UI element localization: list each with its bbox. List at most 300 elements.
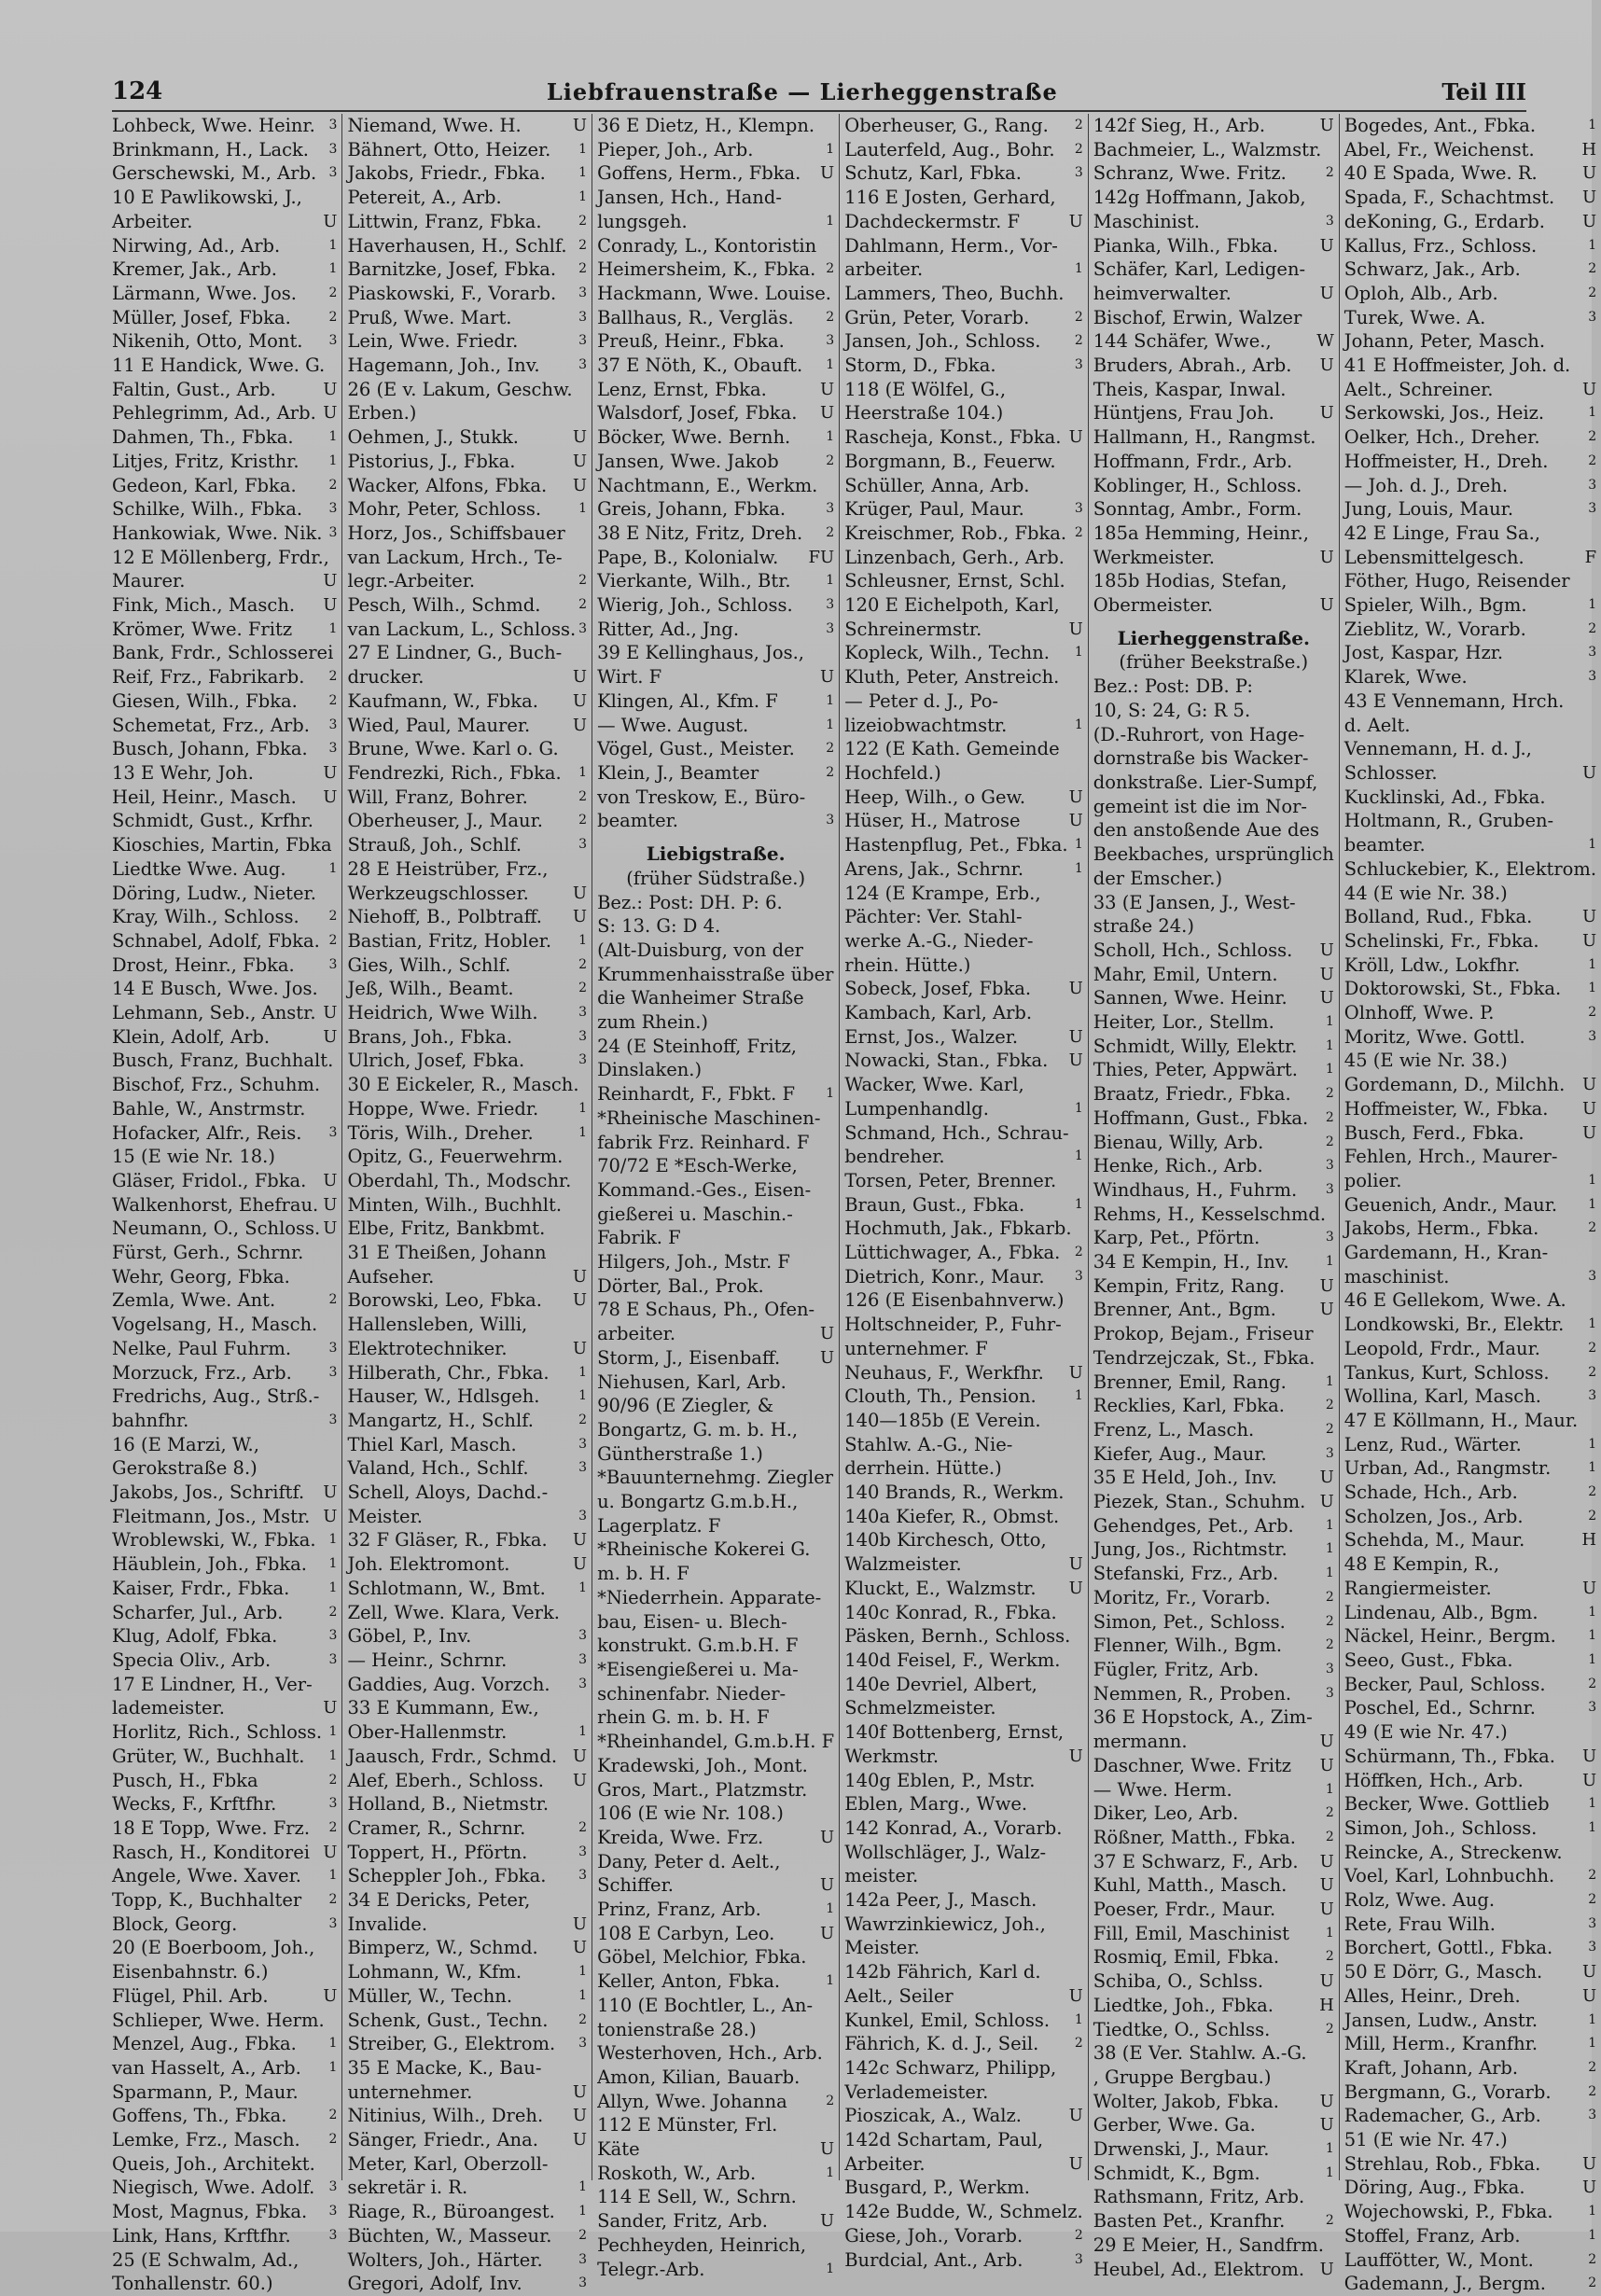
- directory-entry: [844, 2056, 1083, 2080]
- entry-text: — Joh. d. J., Dreh.: [1343, 474, 1509, 496]
- entry-text: Fredrichs, Aug., Strß.-: [112, 1385, 320, 1408]
- entry-text: Hilgers, Joh., Mstr. F: [597, 1251, 790, 1273]
- entry-text: Töris, Wilh., Dreher.: [347, 1121, 534, 1144]
- floor-marker: 3: [1074, 1268, 1083, 1284]
- floor-marker: U: [1319, 283, 1334, 303]
- directory-entry: [597, 809, 834, 833]
- floor-marker: 1: [1588, 2011, 1597, 2027]
- directory-entry: [347, 1193, 587, 1218]
- directory-entry: [597, 1226, 834, 1250]
- directory-entry: [112, 2272, 337, 2296]
- entry-text: Walsdorf, Josef, Fbka.: [597, 402, 798, 424]
- entry-text: Haverhausen, H., Schlf.: [347, 234, 567, 257]
- entry-text: Schäfer, Karl, Ledigen-: [1093, 258, 1306, 281]
- entry-text: 34 E Kempin, H., Inv.: [1093, 1251, 1289, 1273]
- directory-entry: [112, 1984, 337, 2009]
- entry-text: S: 13. G: D 4.: [597, 915, 721, 938]
- entry-text: 16 (E Marzi, W.,: [112, 1433, 259, 1455]
- floor-marker: 1: [1325, 1014, 1334, 1030]
- entry-text: 140b Kirchesch, Otto,: [844, 1529, 1047, 1552]
- entry-text: 45 (E wie Nr. 38.): [1343, 1050, 1508, 1072]
- directory-entry: [347, 1241, 587, 1265]
- directory-entry: [844, 2032, 1083, 2056]
- floor-marker: 2: [826, 764, 835, 780]
- directory-entry: [1344, 161, 1596, 186]
- directory-entry: [1093, 257, 1334, 282]
- floor-marker: U: [820, 2139, 835, 2160]
- floor-marker: 2: [1325, 1949, 1334, 1965]
- floor-marker: U: [1319, 1755, 1334, 1775]
- floor-marker: 3: [578, 837, 588, 853]
- directory-entry: [1093, 1802, 1334, 1826]
- directory-entry: [597, 1873, 834, 1898]
- directory-entry: [597, 522, 834, 546]
- entry-text: Giesen, Wilh., Fbka.: [112, 689, 298, 712]
- entry-text: Kucklinski, Ad., Fbka.: [1343, 786, 1546, 808]
- floor-marker: U: [1581, 1098, 1597, 1119]
- directory-entry: [112, 882, 337, 906]
- directory-entry: [112, 1217, 337, 1241]
- directory-entry: [844, 1936, 1083, 1960]
- directory-entry: [347, 689, 587, 714]
- entry-text: Lenz, Rud., Wärter.: [1343, 1433, 1522, 1455]
- floor-marker: H: [1581, 139, 1597, 160]
- directory-entry: [347, 497, 587, 522]
- entry-text: 112 E Münster, Frl.: [597, 2114, 778, 2136]
- entry-text: Riage, R., Büroangest.: [347, 2201, 555, 2223]
- directory-entry: [112, 234, 337, 258]
- entry-text: 116 E Josten, Gerhard,: [844, 187, 1056, 209]
- entry-text: Böcker, Wwe. Bernh.: [597, 426, 791, 449]
- directory-entry: [1093, 2090, 1334, 2114]
- directory-entry: [844, 497, 1083, 522]
- floor-marker: U: [572, 427, 588, 448]
- entry-text: 41 E Hoffmeister, Joh. d.: [1343, 355, 1571, 377]
- directory-entry: [1344, 1936, 1596, 1960]
- directory-entry: [347, 905, 587, 929]
- entry-text: Wolter, Jakob, Fbka.: [1093, 2090, 1279, 2112]
- entry-text: Clouth, Th., Pension.: [844, 1385, 1037, 1408]
- directory-entry: [347, 161, 587, 186]
- directory-entry: [844, 234, 1083, 258]
- directory-entry: [347, 929, 587, 953]
- floor-marker: 2: [1325, 165, 1334, 181]
- directory-entry: [112, 1888, 337, 1913]
- entry-text: 27 E Lindner, G., Buch-: [347, 642, 563, 664]
- directory-entry: [112, 1145, 337, 1169]
- entry-text: Vögel, Gust., Meister.: [597, 738, 795, 760]
- entry-text: Walkenhorst, Ehefrau.: [112, 1193, 319, 1216]
- entry-text: Turek, Wwe. A.: [1343, 306, 1486, 328]
- entry-text: Mahr, Emil, Untern.: [1093, 963, 1278, 985]
- floor-marker: 2: [1074, 2036, 1083, 2052]
- floor-marker: 2: [328, 309, 338, 325]
- directory-entry: [1093, 1346, 1334, 1371]
- floor-marker: 1: [328, 1747, 338, 1763]
- entry-text: 50 E Dörr, G., Masch.: [1343, 1961, 1543, 1983]
- entry-text: Nikenih, Otto, Mont.: [112, 330, 303, 353]
- directory-entry: [347, 2128, 587, 2152]
- directory-entry: [347, 1217, 587, 1241]
- entry-text: Schlotmann, W., Bmt.: [347, 1577, 546, 1599]
- entry-text: Littwin, Franz, Fbka.: [347, 210, 542, 232]
- entry-text: Arbeiter.: [112, 210, 193, 232]
- entry-text: der Emscher.): [1093, 867, 1223, 889]
- directory-entry: [1093, 474, 1334, 498]
- entry-text: Gademann, J., Bergm.: [1343, 2273, 1546, 2295]
- entry-text: Neumann, O., Schloss.: [112, 1218, 321, 1240]
- floor-marker: 3: [1588, 1915, 1597, 1931]
- entry-text: unternehmer. F: [844, 1337, 988, 1359]
- entry-text: Schade, Hch., Arb.: [1343, 1482, 1518, 1504]
- directory-entry: [1344, 234, 1596, 258]
- directory-entry: [1093, 699, 1334, 723]
- entry-text: 47 E Köllmann, H., Maur.: [1343, 1409, 1579, 1431]
- floor-marker: 3: [1588, 645, 1597, 661]
- directory-entry: [844, 1913, 1083, 1937]
- floor-marker: 1: [1325, 1254, 1334, 1270]
- directory-entry: [347, 2009, 587, 2033]
- floor-marker: U: [323, 211, 338, 231]
- floor-marker: U: [572, 116, 588, 135]
- entry-text: Schleusner, Ernst, Schl.: [844, 570, 1065, 592]
- directory-entry: [1093, 1418, 1334, 1442]
- floor-marker: 3: [578, 285, 588, 300]
- directory-entry: [597, 2066, 834, 2090]
- entry-text: 142c Schwarz, Philipp,: [844, 2056, 1057, 2079]
- directory-entry: [844, 329, 1083, 354]
- floor-marker: 2: [1325, 1086, 1334, 1102]
- floor-marker: 2: [826, 452, 835, 468]
- floor-marker: U: [1319, 1899, 1334, 1920]
- floor-marker: 2: [1325, 2213, 1334, 2229]
- directory-entry: [1093, 2113, 1334, 2137]
- entry-text: Kluth, Peter, Anstreich.: [844, 666, 1060, 689]
- directory-entry: [1344, 1792, 1596, 1816]
- entry-text: 17 E Lindner, H., Ver-: [112, 1673, 313, 1695]
- directory-entry: [844, 1481, 1083, 1505]
- floor-marker: 1: [578, 1724, 588, 1740]
- directory-entry: [597, 2041, 834, 2066]
- directory-entry: [844, 1841, 1083, 1865]
- entry-text: Rosmiq, Emil, Fbka.: [1093, 1946, 1280, 1969]
- directory-entry: [112, 1816, 337, 1841]
- floor-marker: 1: [826, 1086, 835, 1102]
- floor-marker: U: [323, 1842, 338, 1862]
- directory-entry: [844, 2009, 1083, 2033]
- entry-text: Nachtmann, E., Werkm.: [597, 474, 818, 496]
- entry-text: Brinkmann, H., Lack.: [112, 138, 310, 160]
- entry-text: zum Rhein.): [597, 1011, 708, 1034]
- directory-entry: [597, 2233, 834, 2258]
- directory-entry: [347, 1337, 587, 1361]
- floor-marker: 2: [1588, 1484, 1597, 1500]
- entry-text: Lohmann, W., Kfm.: [347, 1961, 522, 1983]
- entry-text: Bischof, Erwin, Walzer: [1093, 306, 1302, 328]
- directory-entry: [347, 1073, 587, 1097]
- directory-entry: [347, 186, 587, 210]
- entry-text: Abel, Fr., Weichenst.: [1343, 138, 1535, 160]
- directory-entry: [1344, 522, 1596, 546]
- entry-text: Opitz, G., Feuerwehrm.: [347, 1146, 564, 1168]
- directory-entry: [347, 1649, 587, 1673]
- entry-text: Fabrik. F: [597, 1227, 681, 1249]
- floor-marker: 1: [578, 764, 588, 780]
- directory-entry: [112, 210, 337, 234]
- directory-entry: [844, 1792, 1083, 1816]
- directory-entry: [1344, 546, 1596, 570]
- entry-text: Rathsmann, Fritz, Arb.: [1093, 2186, 1305, 2208]
- directory-entry: [597, 786, 834, 810]
- directory-entry: [112, 737, 337, 761]
- entry-text: 142 Konrad, A., Vorarb.: [844, 1816, 1063, 1839]
- directory-entry: [112, 1169, 337, 1193]
- entry-text: Aufseher.: [347, 1265, 435, 1287]
- entry-text: Telegr.-Arb.: [597, 2258, 705, 2280]
- directory-entry: [844, 786, 1083, 810]
- entry-text: Alles, Heinr., Dreh.: [1343, 1984, 1521, 2007]
- entry-text: Jost, Kaspar, Hzr.: [1343, 642, 1504, 664]
- directory-entry: [844, 857, 1083, 882]
- entry-text: heimverwalter.: [1093, 282, 1232, 304]
- entry-text: Toppert, H., Pförtn.: [347, 1841, 528, 1863]
- floor-marker: 1: [578, 1100, 588, 1116]
- entry-text: Rehms, H., Kesselschmd.: [1093, 1203, 1327, 1225]
- entry-text: Päsken, Bernh., Schloss.: [844, 1625, 1071, 1648]
- directory-entry: [1344, 1720, 1596, 1745]
- street-range-title: Liebfrauenstraße — Lierheggenstraße: [546, 77, 1058, 105]
- directory-entry: [347, 809, 587, 833]
- entry-text: Obermeister.: [1093, 594, 1214, 617]
- entry-text: Fleitmann, Jos., Mstr.: [112, 1505, 311, 1527]
- entry-text: 37 E Schwarz, F., Arb.: [1093, 1850, 1299, 1872]
- entry-text: Kreida, Wwe. Frz.: [597, 1826, 764, 1848]
- directory-entry: [1344, 1049, 1596, 1073]
- directory-entry: [112, 1073, 337, 1097]
- directory-entry: [1093, 593, 1334, 618]
- directory-entry: [844, 809, 1083, 833]
- floor-marker: 3: [1588, 1028, 1597, 1044]
- entry-text: Gregori, Adolf, Inv.: [347, 2273, 522, 2295]
- floor-marker: 2: [1588, 1340, 1597, 1356]
- directory-entry: [844, 1528, 1083, 1552]
- floor-marker: 3: [826, 597, 835, 613]
- directory-entry: [1093, 161, 1334, 186]
- floor-marker: U: [323, 1170, 338, 1190]
- entry-text: 120 E Eichelpoth, Karl,: [844, 594, 1060, 617]
- floor-marker: 3: [578, 1052, 588, 1068]
- entry-text: Becker, Wwe. Gottlieb: [1343, 1793, 1550, 1816]
- entry-text: drucker.: [347, 666, 425, 689]
- entry-text: Braatz, Friedr., Fbka.: [1093, 1083, 1291, 1106]
- directory-entry: [112, 1337, 337, 1361]
- entry-text: Mangartz, H., Schlf.: [347, 1409, 534, 1431]
- directory-entry: [1093, 746, 1334, 771]
- directory-entry: [347, 546, 587, 570]
- directory-entry: [1093, 546, 1334, 570]
- floor-marker: 3: [578, 1844, 588, 1859]
- floor-marker: U: [1068, 2106, 1083, 2126]
- directory-entry: [1344, 1385, 1596, 1409]
- floor-marker: U: [1581, 1578, 1597, 1598]
- entry-text: Bergmann, G., Vorarb.: [1343, 2080, 1552, 2103]
- floor-marker: W: [1316, 331, 1334, 352]
- entry-text: Torsen, Peter, Brenner.: [844, 1169, 1057, 1191]
- entry-text: Büchten, W., Masseur.: [347, 2224, 552, 2247]
- directory-entry: [597, 2209, 834, 2233]
- entry-text: Kröll, Ldw., Lokfhr.: [1343, 953, 1521, 976]
- entry-text: Mill, Herm., Kranfhr.: [1343, 2033, 1538, 2055]
- directory-entry: [844, 977, 1083, 1001]
- directory-entry: [1093, 378, 1334, 402]
- entry-text: Krüger, Paul, Maur.: [844, 498, 1024, 521]
- entry-text: Roskoth, W., Arb.: [597, 2162, 757, 2184]
- directory-entry: [844, 1337, 1083, 1361]
- directory-entry: [844, 1888, 1083, 1913]
- entry-text: Frenz, L., Masch.: [1093, 1418, 1255, 1440]
- floor-marker: 2: [1588, 1676, 1597, 1691]
- entry-text: Will, Franz, Bohrer.: [347, 786, 528, 808]
- entry-text: Meter, Karl, Oberzoll-: [347, 2152, 549, 2175]
- directory-entry: [844, 354, 1083, 378]
- directory-entry: [1093, 1562, 1334, 1586]
- directory-entry: [844, 1769, 1083, 1793]
- entry-text: Oberheuser, G., Rang.: [844, 115, 1049, 136]
- directory-entry: [112, 1673, 337, 1697]
- directory-entry: [597, 1705, 834, 1730]
- directory-entry: [1344, 2032, 1596, 2056]
- directory-entry: [347, 761, 587, 786]
- floor-marker: U: [1068, 786, 1083, 807]
- entry-text: 140f Bottenberg, Ernst,: [844, 1721, 1065, 1744]
- entry-text: Seeo, Gust., Fbka.: [1343, 1649, 1513, 1671]
- directory-entry: [1344, 737, 1596, 761]
- entry-text: Bruders, Abrah., Arb.: [1093, 355, 1292, 377]
- entry-text: Verlademeister.: [844, 2080, 989, 2103]
- floor-marker: 3: [826, 620, 835, 636]
- directory-entry: [347, 665, 587, 689]
- entry-text: Morzuck, Frz., Arb.: [112, 1361, 292, 1384]
- floor-marker: 2: [1588, 1508, 1597, 1524]
- floor-marker: U: [1319, 116, 1334, 135]
- entry-text: Angele, Wwe. Xaver.: [112, 1865, 301, 1887]
- entry-text: Liedtke, Joh., Fbka.: [1093, 1994, 1274, 2016]
- entry-text: Oploh, Alb., Arb.: [1343, 282, 1498, 304]
- directory-entry: [597, 1778, 834, 1802]
- floor-marker: 1: [328, 1532, 338, 1548]
- directory-entry: [597, 1945, 834, 1969]
- directory-entry: [1093, 306, 1334, 330]
- directory-entry: [347, 1984, 587, 2009]
- floor-marker: 1: [1325, 2164, 1334, 2180]
- entry-text: Grün, Peter, Vorarb.: [844, 306, 1030, 328]
- entry-text: Horz, Jos., Schiffsbauer: [347, 522, 565, 544]
- entry-text: 185b Hodias, Stefan,: [1093, 570, 1288, 592]
- floor-marker: U: [1581, 379, 1597, 399]
- floor-marker: 3: [826, 333, 835, 349]
- entry-text: Jung, Jos., Richtmstr.: [1093, 1538, 1288, 1561]
- floor-marker: 3: [328, 165, 338, 181]
- floor-marker: 3: [1325, 1181, 1334, 1197]
- directory-entry: [844, 2176, 1083, 2200]
- directory-entry: [1344, 306, 1596, 330]
- entry-text: *Bauunternehmg. Ziegler: [597, 1467, 834, 1489]
- entry-text: 37 E Nöth, K., Obauft.: [597, 355, 803, 377]
- floor-marker: U: [323, 1003, 338, 1023]
- directory-entry: [1093, 401, 1334, 425]
- entry-text: Maschinist.: [1093, 210, 1200, 232]
- directory-entry: [844, 1456, 1083, 1481]
- entry-text: van Hasselt, A., Arb.: [112, 2056, 301, 2079]
- floor-marker: U: [572, 1338, 588, 1358]
- entry-text: Klingen, Al., Kfm. F: [597, 689, 778, 712]
- floor-marker: 1: [578, 1987, 588, 2003]
- page-number: 124: [112, 77, 163, 105]
- entry-text: — Heinr., Schrnr.: [347, 1649, 508, 1671]
- directory-entry: [1344, 593, 1596, 618]
- entry-text: Lumpenhandlg.: [844, 1097, 989, 1120]
- entry-text: Ballhaus, R., Vergläs.: [597, 306, 794, 328]
- street-heading: Liebigstraße.: [646, 842, 786, 866]
- entry-text: 35 E Macke, K., Bau-: [347, 2056, 542, 2079]
- entry-text: rhein. Hütte.): [844, 953, 971, 976]
- directory-entry: [597, 1850, 834, 1874]
- directory-entry: [112, 161, 337, 186]
- directory-entry: [347, 1816, 587, 1841]
- floor-marker: 1: [826, 2164, 835, 2180]
- directory-entry: [1093, 2209, 1334, 2233]
- directory-entry: [1093, 986, 1334, 1010]
- entry-text: 10, S: 24, G: R 5.: [1093, 699, 1251, 721]
- floor-marker: 2: [1588, 1364, 1597, 1380]
- directory-entry: [597, 1730, 834, 1754]
- entry-text: Pechheyden, Heinrich,: [597, 2233, 807, 2256]
- entry-text: Jansen, Joh., Schloss.: [844, 330, 1041, 353]
- floor-marker: 3: [1325, 1662, 1334, 1677]
- entry-text: Conrady, L., Kontoristin: [597, 234, 817, 257]
- floor-marker: U: [820, 403, 835, 424]
- entry-text: Wehr, Georg, Fbka.: [112, 1265, 290, 1287]
- floor-marker: 3: [1325, 1230, 1334, 1245]
- entry-text: Simon, Pet., Schloss.: [1093, 1610, 1286, 1633]
- entry-text: Dietrich, Konr., Maur.: [844, 1265, 1045, 1287]
- floor-marker: U: [572, 1290, 588, 1311]
- floor-marker: 1: [826, 717, 835, 732]
- floor-marker: 2: [578, 981, 588, 996]
- floor-marker: U: [1319, 964, 1334, 984]
- entry-text: Holland, B., Nietmstr.: [347, 1793, 550, 1816]
- floor-marker: U: [1319, 1492, 1334, 1512]
- floor-marker: 2: [328, 1892, 338, 1908]
- directory-entry: [1344, 1121, 1596, 1146]
- directory-entry: [1093, 1226, 1334, 1250]
- floor-marker: 3: [1325, 1685, 1334, 1701]
- directory-entry: [112, 1409, 337, 1433]
- directory-entry: [347, 1888, 587, 1913]
- directory-entry: [347, 953, 587, 978]
- floor-marker: 2: [1588, 261, 1597, 277]
- floor-marker: U: [1319, 1468, 1334, 1488]
- directory-entry: [1344, 1624, 1596, 1649]
- directory-entry: [347, 1505, 587, 1529]
- entry-text: Kempin, Fritz, Rang.: [1093, 1274, 1286, 1297]
- directory-entry: [112, 1433, 337, 1457]
- directory-entry: [347, 2176, 587, 2200]
- entry-text: Kiefer, Aug., Maur.: [1093, 1442, 1267, 1465]
- entry-text: Rasch, H., Konditorei: [112, 1841, 310, 1863]
- entry-text: Lärmann, Wwe. Jos.: [112, 282, 297, 304]
- entry-text: 30 E Eickeler, R., Masch.: [347, 1074, 579, 1096]
